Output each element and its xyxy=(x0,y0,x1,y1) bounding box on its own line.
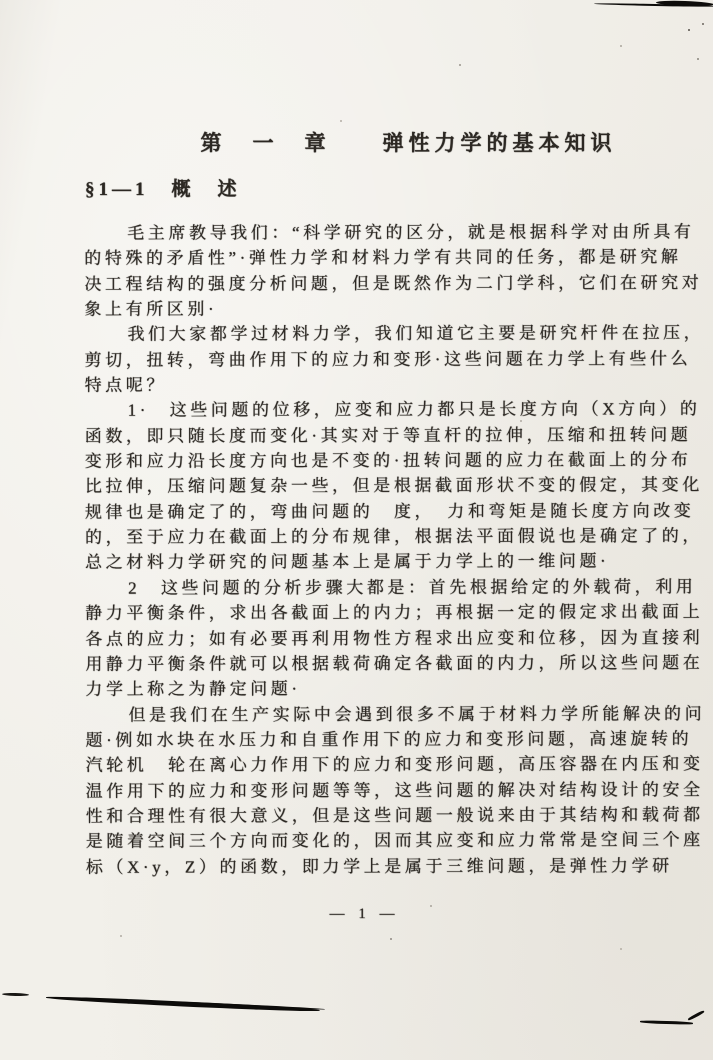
text-line: 剪切，扭转，弯曲作用下的应力和变形·这些问题在力学上有些什么 xyxy=(84,348,692,370)
text-line: 变形和应力沿长度方向也是不变的·扭转问题的应力在截面上的分布 xyxy=(84,450,692,471)
section-heading: §1—1 概 述 xyxy=(85,179,241,200)
text-line: 毛主席教导我们：“科学研究的区分，就是根据科学对由所具有 xyxy=(127,222,695,243)
chapter-title: 第 一 章 弹性力学的基本知识 xyxy=(200,131,617,155)
text-line: 比拉伸，压缩问题复杂一些，但是根据截面形状不变的假定，其变化 xyxy=(84,475,703,497)
text-line: 汽轮机 轮在离心力作用下的应力和变形问题，高压容器在内压和变 xyxy=(85,754,704,776)
page-number: — 1 — xyxy=(329,906,400,922)
text-line: 用静力平衡条件就可以根据载荷确定各截面的内力，所以这些问题在 xyxy=(85,653,704,674)
text-line: 标（X·y，Z）的函数，即力学上是属于三维问题，是弹性力学研 xyxy=(85,855,673,877)
scan-mark-bottom-left-icon xyxy=(2,993,29,997)
text-line: 的特殊的矛盾性”·弹性力学和材料力学有共同的任务，都是研究解 xyxy=(84,247,682,269)
text-line: 特点呢？ xyxy=(84,375,168,395)
text-line: 规律也是确定了的，弯曲问题的 度， 力和弯矩是随长度方向改变 xyxy=(84,500,695,522)
text-line: 总之材料力学研究的问题基本上是属于力学上的一维问题· xyxy=(85,551,610,573)
text-line: 性和合理性有很大意义，但是这些问题一般说来由于其结构和载荷都 xyxy=(85,805,704,826)
text-line: 温作用下的应力和变形问题等等，这些问题的解决对结构设计的安全 xyxy=(85,779,704,801)
body-text xyxy=(84,219,706,880)
text-line: 题·例如水块在水压力和自重作用下的应力和变形问题，高速旋转的 xyxy=(85,729,693,750)
text-line: 静力平衡条件，求出各截面上的内力；再根据一定的假定求出截面上 xyxy=(85,602,704,623)
scan-speckles-icon xyxy=(0,0,2,2)
text-line: 1· 这些问题的位移，应变和应力都只是长度方向（X方向）的 xyxy=(127,399,701,421)
scan-hook-bottom-right-icon xyxy=(640,1020,693,1024)
text-line: 函数，即只随长度而变化·其实对于等直杆的拉伸，压缩和扭转问题 xyxy=(84,424,692,446)
text-line: 的，至于应力在截面上的分布规律，根据法平面假说也是确定了的， xyxy=(84,526,703,547)
text-line: 我们大家都学过材料力学，我们知道它主要是研究杆件在拉压， xyxy=(127,323,705,345)
text-line: 各点的应力；如有必要再利用物性方程求出应变和位移，因为直接利 xyxy=(85,627,704,649)
text-line: 象上有所区别· xyxy=(84,299,218,319)
text-line: 是随着空间三个方向而变化的，因而其应变和应力常常是空间三个座 xyxy=(85,830,704,852)
text-line: 2 这些问题的分析步骤大都是：首先根据给定的外载荷，利用 xyxy=(128,576,697,598)
scan-hook-tip-icon xyxy=(687,1010,704,1021)
text-line: 决工程结构的强度分析问题，但是既然作为二门学科，它们在研究对 xyxy=(84,272,703,294)
scan-streak-bottom-icon xyxy=(46,995,320,1012)
text-line: 力学上称之为静定问题· xyxy=(85,679,301,699)
text-line: 但是我们在生产实际中会遇到很多不属于材料力学所能解决的问 xyxy=(128,703,706,725)
